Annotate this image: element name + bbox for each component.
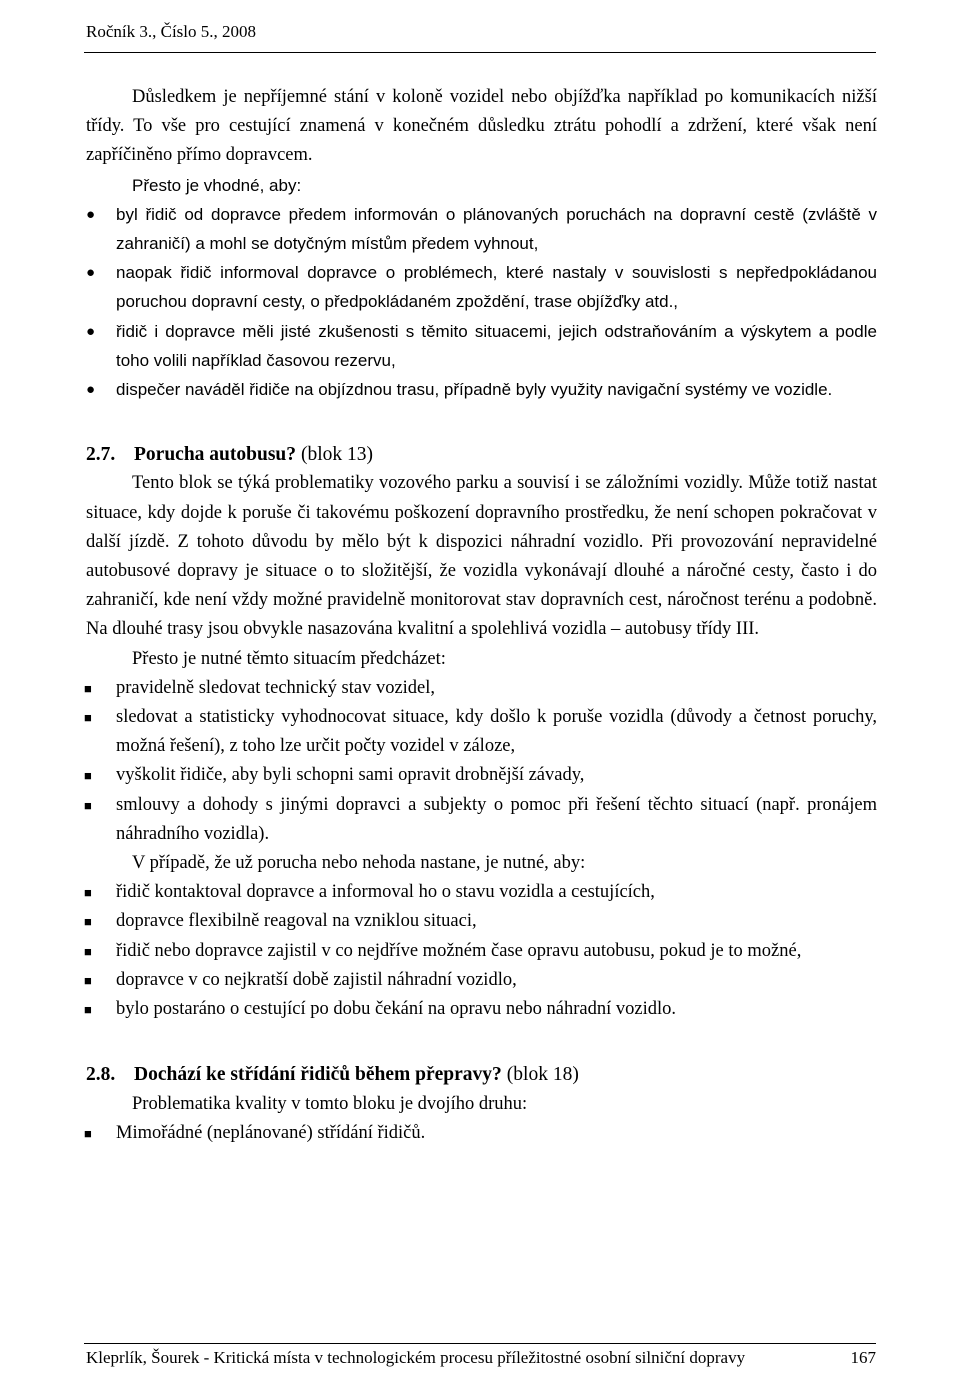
- list-item: ■ bylo postaráno o cestující po dobu čekání na opravu nebo náhradní vozidlo.: [86, 995, 877, 1024]
- square-bullet-icon: ■: [84, 768, 92, 784]
- section-recommendations: [86, 171, 877, 405]
- page-header: Ročník 3., Číslo 5., 2008: [86, 22, 257, 41]
- list-item: ■ řidič nebo dopravce zajistil v co nejdříve možném čase opravu autobusu, pokud je to možné,: [86, 937, 877, 966]
- page-body: [86, 83, 877, 1148]
- square-bullet-icon: ■: [84, 1125, 92, 1141]
- square-bullet-icon: ■: [84, 972, 92, 988]
- list-item: ■ pravidelně sledovat technický stav vozidel,: [86, 674, 877, 703]
- page-footer: [86, 1348, 876, 1368]
- square-bullet-icon: ■: [84, 914, 92, 930]
- bullet-icon: ●: [86, 264, 96, 282]
- square-bullet-icon: ■: [84, 1002, 92, 1018]
- square-bullet-icon: ■: [84, 797, 92, 813]
- square-bullet-icon: ■: [84, 710, 92, 726]
- list-item: ■ řidič kontaktoval dopravce a informoval ho o stavu vozidla a cestujících,: [86, 878, 877, 907]
- paragraph-consequence: Důsledkem je nepříjemné stání v koloně vozidel nebo objížďka například po komunikacích nižší třídy. To vše pro cestující znamená v konečném důsledku ztrátu pohodlí a zdržení, které však není zapříčiněno přímo dopravcem.: [86, 87, 877, 166]
- bullet-list-2: [86, 674, 877, 849]
- list-item: ■ sledovat a statisticky vyhodnocovat situace, kdy došlo k poruše vozidla (důvody a četnost poruchy, možná řešení), z toho lze určit počty vozidel v záloze,: [86, 703, 877, 761]
- footer-citation: Kleprlík, Šourek - Kritická místa v technologickém procesu příležitostné osobní silniční dopravy: [86, 1348, 746, 1367]
- list-item: ■ dopravce v co nejkratší době zajistil náhradní vozidlo,: [86, 966, 877, 995]
- page-number: 167: [850, 1348, 876, 1367]
- header-rule: [84, 52, 876, 53]
- list-item: ■ Mimořádné (neplánované) střídání řidičů.: [86, 1119, 877, 1148]
- intro-text: Problematika kvality v tomto bloku je dvojího druhu:: [132, 1093, 528, 1114]
- bullet-list-3: [86, 878, 877, 1024]
- list-item: ● dispečer naváděl řidiče na objízdnou trasu, případně byly využity navigační systémy ve vozidle.: [86, 375, 877, 404]
- bullet-icon: ●: [86, 381, 96, 399]
- intro-text: Přesto je nutné těmto situacím předcházet:: [132, 648, 446, 669]
- square-bullet-icon: ■: [84, 885, 92, 901]
- list-item: ■ smlouvy a dohody s jinými dopravci a subjekty o pomoc při řešení těchto situací (např. pronájem náhradního vozidla).: [86, 791, 877, 849]
- square-bullet-icon: ■: [84, 943, 92, 959]
- list-item: ● řidič i dopravce měli jisté zkušenosti s těmito situacemi, jejich odstraňováním a výskytem a podle toho volili například časovou rezervu,: [86, 317, 877, 375]
- paragraph-breakdown: Tento blok se týká problematiky vozového parku a souvisí i se záložními vozidly. Může totiž nastat situace, kdy dojde k poruše či takovému poškození dopravního prostředku, že není schopen pokračovat v další jízdě. Z tohoto důvodu by mělo být k dispozici náhradní vozidlo. Při provozování nepravidelné autobusové dopravy je situace o to složitější, že vozidla vykonávají dlouhé a náročné cesty, často i do zahraničí, kde není vždy možné pravidelně monitorovat stav dopravních cest, náročnost terénu a podobně. Na dlouhé trasy jsou obvykle nasazována kvalitní a spolehlivá vozidla – autobusy třídy III.: [86, 473, 877, 640]
- footer-rule: [84, 1343, 876, 1344]
- bullet-icon: ●: [86, 322, 96, 340]
- bullet-list-1: [86, 200, 877, 404]
- intro-text: V případě, že už porucha nebo nehoda nastane, je nutné, aby:: [132, 853, 586, 874]
- bullet-list-4: [86, 1119, 877, 1148]
- section-heading-2-8: 2.8. Dochází ke střídání řidičů během přepravy? (blok 18): [86, 1064, 579, 1086]
- list-item: ■ vyškolit řidiče, aby byli schopni sami opravit drobnější závady,: [86, 761, 877, 790]
- section-heading-2-7: 2.7. Porucha autobusu? (blok 13): [86, 444, 374, 466]
- intro-text: Přesto je vhodné, aby:: [132, 175, 302, 195]
- list-item: ■ dopravce flexibilně reagoval na vzniklou situaci,: [86, 907, 877, 936]
- list-item: ● byl řidič od dopravce předem informován o plánovaných poruchách na dopravní cestě (zvláště v zahraničí) a mohl se dotyčným místům předem vyhnout,: [86, 200, 877, 258]
- square-bullet-icon: ■: [84, 680, 92, 696]
- bullet-icon: ●: [86, 205, 96, 223]
- list-item: ● naopak řidič informoval dopravce o problémech, které nastaly v souvislosti s nepředpokládanou poruchou dopravní cesty, o předpokládaném zpoždění, trase objížďky atd.,: [86, 258, 877, 316]
